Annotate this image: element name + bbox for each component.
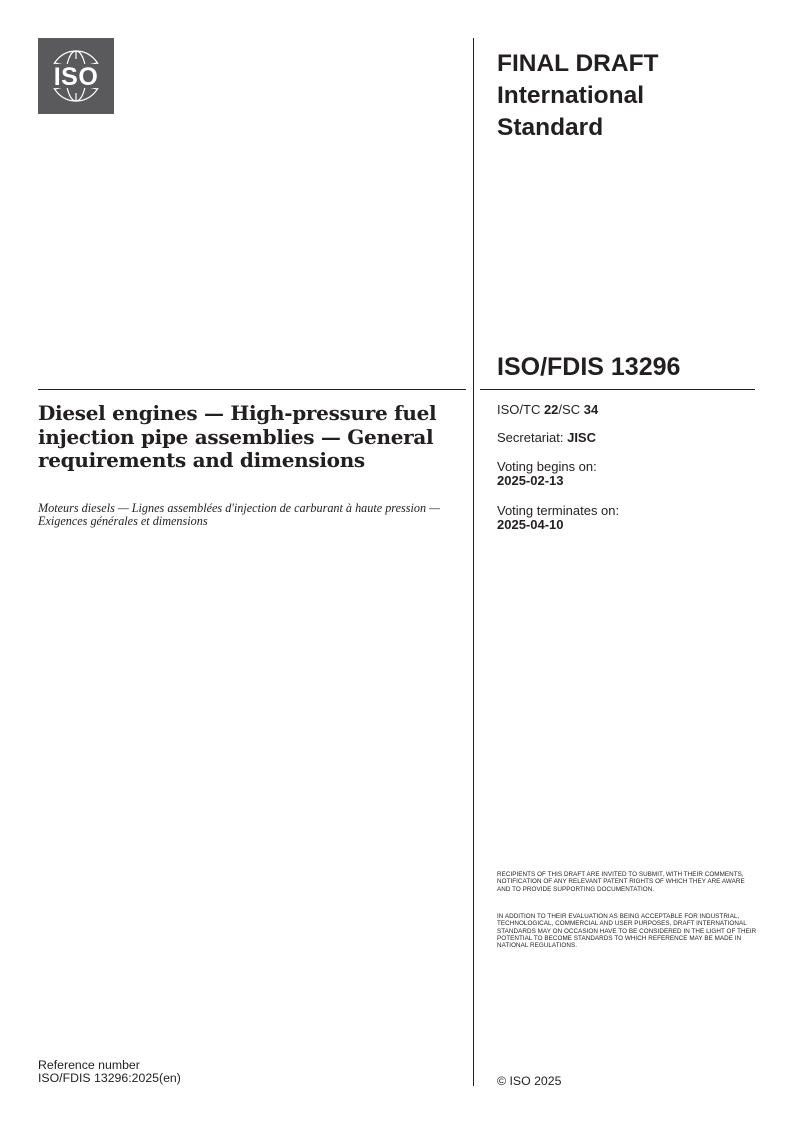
iso-logo	[38, 38, 114, 114]
document-status-header	[497, 48, 757, 144]
voting-terminates	[497, 504, 757, 532]
secretariat-line	[497, 431, 757, 445]
draft-status: FINAL DRAFT	[497, 50, 659, 77]
title-french: Moteurs diesels — Lignes assemblées d'injection de carburant à haute pression — Exigences générales et dimensions	[38, 501, 440, 528]
secretariat-value: JISC	[567, 430, 596, 445]
notice-paragraph-2: IN ADDITION TO THEIR EVALUATION AS BEING ACCEPTABLE FOR INDUSTRIAL, TECHNOLOGICAL, COMMERCIAL AND USER PURPOSES, DRAFT INTERNATIONAL STANDARDS MAY ON OCCASION HAVE TO BE CONSIDERED IN THE LIGHT OF THEIR POTENTIAL TO BECOME STANDARDS TO WHICH REFERENCE MAY BE MADE IN NATIONAL REGULATIONS.	[497, 913, 757, 950]
reference-number-label: Reference number	[38, 1058, 140, 1072]
voting-terminates-label: Voting terminates on:	[497, 503, 620, 518]
committee-sc-prefix: /SC	[558, 402, 584, 417]
secretariat-label: Secretariat:	[497, 430, 568, 445]
title-english: Diesel engines — High-pressure fuel injection pipe assemblies — General requirements and dimensions	[38, 401, 437, 472]
committee-tc: 22	[543, 402, 559, 417]
committee-tc-prefix: ISO/TC	[497, 402, 544, 417]
horizontal-divider-right	[480, 389, 755, 390]
document-type-line2: Standard	[497, 114, 604, 141]
voting-begins-label: Voting begins on:	[497, 459, 597, 474]
copyright-notice: © ISO 2025	[497, 1074, 562, 1088]
horizontal-divider-left	[38, 389, 466, 390]
voting-begins	[497, 460, 757, 488]
logo-text: ISO	[53, 63, 99, 91]
committee-line	[497, 403, 757, 417]
globe-icon	[38, 38, 114, 114]
voting-begins-date: 2025-02-13	[497, 473, 564, 488]
committee-sc: 34	[583, 402, 599, 417]
document-designation: ISO/FDIS 13296	[497, 353, 681, 381]
reference-number-value: ISO/FDIS 13296:2025(en)	[38, 1071, 181, 1085]
vertical-divider	[473, 38, 474, 1086]
voting-terminates-date: 2025-04-10	[497, 517, 564, 532]
document-type-line1: International	[497, 82, 645, 109]
notice-paragraph-1: RECIPIENTS OF THIS DRAFT ARE INVITED TO SUBMIT, WITH THEIR COMMENTS, NOTIFICATION OF ANY RELEVANT PATENT RIGHTS OF WHICH THEY ARE AWARE AND TO PROVIDE SUPPORTING DOCUMENTATION.	[497, 871, 745, 893]
